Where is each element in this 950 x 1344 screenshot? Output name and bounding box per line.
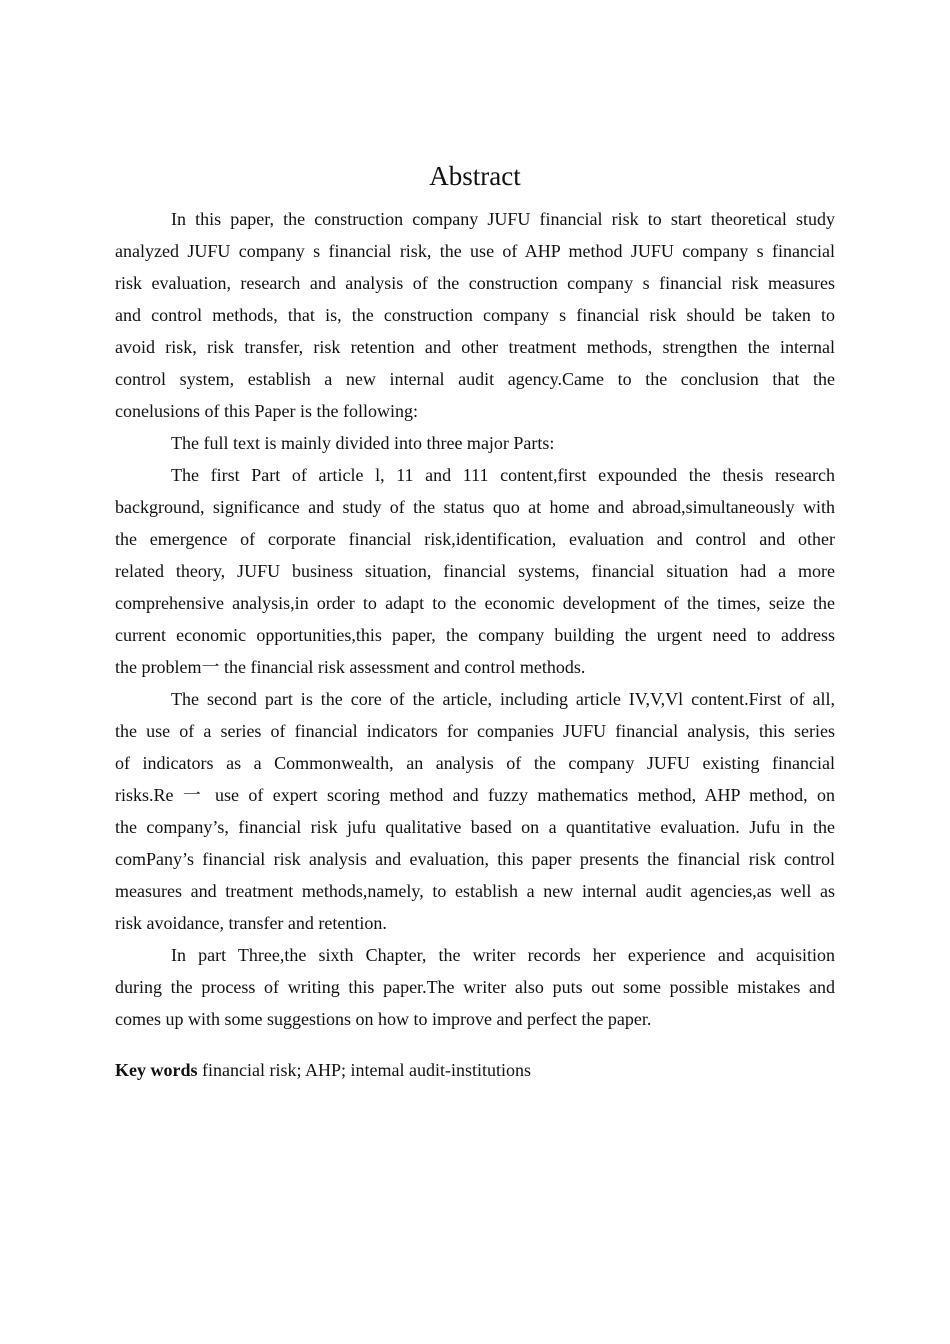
- text-line: The first Part of article l, 11 and 111 content,first expounded the thesis research: [171, 465, 835, 485]
- text-line: In this paper, the construction company JUFU financial risk to start theoretical study: [171, 209, 835, 229]
- text-line: avoid risk, risk transfer, risk retention and other treatment methods, strengthen the internal: [115, 337, 835, 357]
- paragraph: [115, 203, 835, 427]
- text-line: risk avoidance, transfer and retention.: [115, 913, 387, 933]
- text-line: risk evaluation, research and analysis of the construction company s financial risk measures: [115, 273, 835, 293]
- text-line: the company’s, financial risk jufu qualitative based on a quantitative evaluation. Jufu in the: [115, 817, 835, 837]
- text-line: risks.Re 一 use of expert scoring method and fuzzy mathematics method, AHP method, on: [115, 785, 835, 805]
- text-line: measures and treatment methods,namely, to establish a new internal audit agencies,as well as: [115, 881, 835, 901]
- text-line: the emergence of corporate financial risk,identification, evaluation and control and other: [115, 529, 835, 549]
- text-line: In part Three,the sixth Chapter, the writer records her experience and acquisition: [171, 945, 835, 965]
- abstract-body: [115, 203, 835, 1035]
- text-line: analyzed JUFU company s financial risk, the use of AHP method JUFU company s financial: [115, 241, 835, 261]
- text-line: control system, establish a new internal audit agency.Came to the conclusion that the: [115, 369, 835, 389]
- paragraph: [115, 683, 835, 939]
- paragraph: [115, 459, 835, 683]
- text-line: of indicators as a Commonwealth, an analysis of the company JUFU existing financial: [115, 753, 835, 773]
- text-line: and control methods, that is, the construction company s financial risk should be taken to: [115, 305, 835, 325]
- text-line: comPany’s financial risk analysis and evaluation, this paper presents the financial risk control: [115, 849, 835, 869]
- text-line: the use of a series of financial indicators for companies JUFU financial analysis, this series: [115, 721, 835, 741]
- text-line: comprehensive analysis,in order to adapt to the economic development of the times, seize the: [115, 593, 835, 613]
- keywords-label: Key words: [115, 1060, 198, 1080]
- paragraph: [115, 939, 835, 1035]
- text-line: The full text is mainly divided into three major Parts:: [171, 433, 555, 453]
- paragraph: [115, 427, 835, 459]
- keywords-value: financial risk; AHP; intemal audit-institutions: [197, 1060, 531, 1080]
- text-line: comes up with some suggestions on how to improve and perfect the paper.: [115, 1009, 652, 1029]
- text-line: current economic opportunities,this paper, the company building the urgent need to address: [115, 625, 835, 645]
- text-line: conelusions of this Paper is the following:: [115, 401, 418, 421]
- text-line: the problem一 the financial risk assessment and control methods.: [115, 657, 586, 677]
- abstract-title: Abstract: [429, 161, 521, 192]
- text-line: during the process of writing this paper.The writer also puts out some possible mistakes and: [115, 977, 835, 997]
- text-line: background, significance and study of the status quo at home and abroad,simultaneously with: [115, 497, 835, 517]
- text-line: The second part is the core of the article, including article IV,V,Vl content.First of all,: [171, 689, 835, 709]
- keywords-line: [115, 1054, 531, 1086]
- text-line: related theory, JUFU business situation, financial systems, financial situation had a more: [115, 561, 835, 581]
